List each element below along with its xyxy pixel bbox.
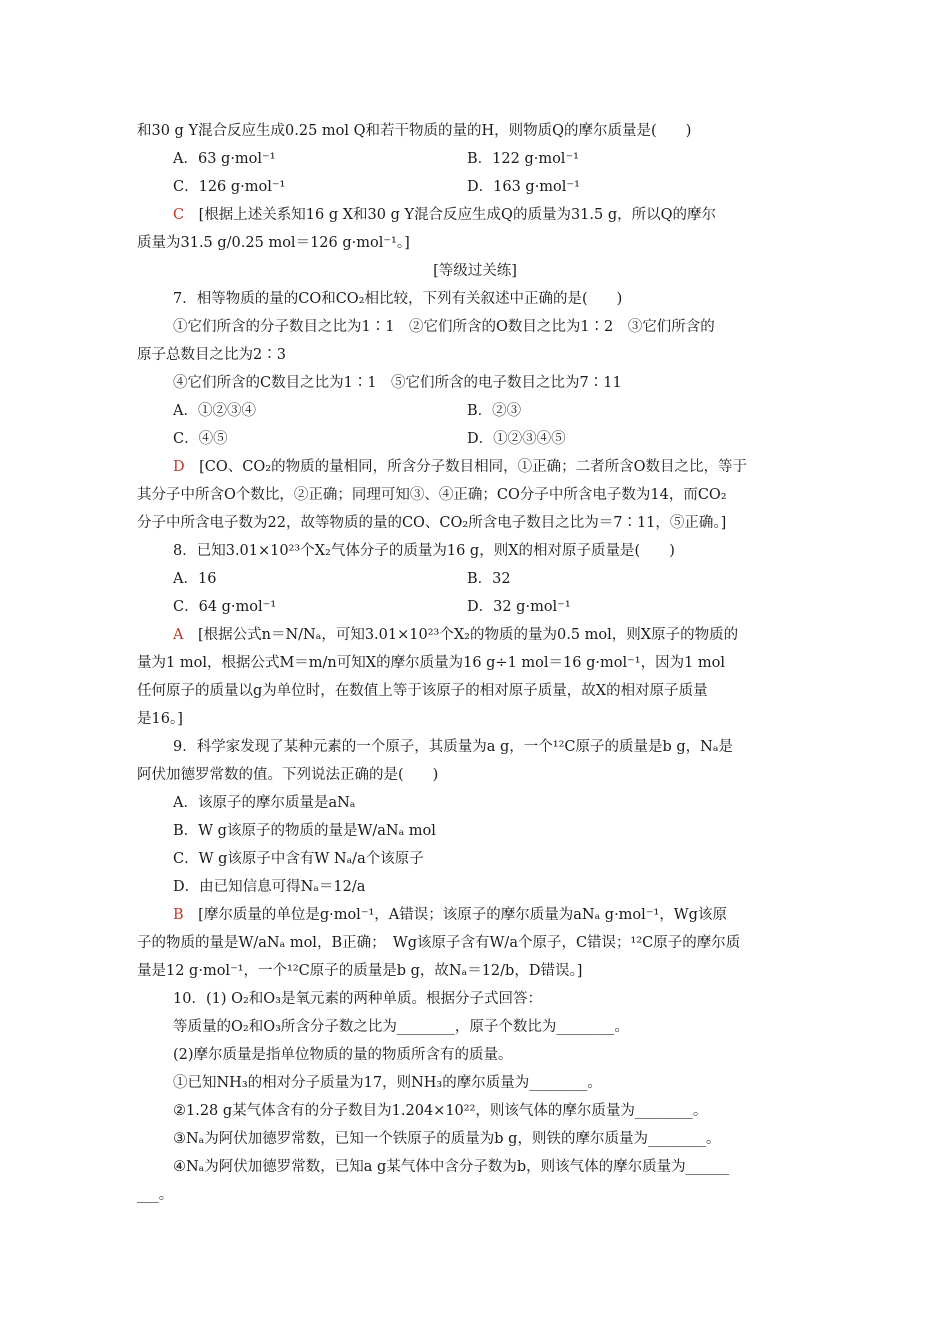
q8-option-b: B．32 xyxy=(467,571,511,587)
q10-line-5: ②1.28 g某气体含有的分子数目为1.204×10²²，则该气体的摩尔质量为________。 xyxy=(173,1103,708,1119)
q8-explanation-1: A [根据公式n＝N/Nₐ，可知3.01×10²³个X₂的物质的量为0.5 mol，则X原子的物质的 xyxy=(173,627,739,643)
q8-option-c: C．64 g·mol⁻¹ xyxy=(173,599,277,615)
q8-stem: 8．已知3.01×10²³个X₂气体分子的质量为16 g，则X的相对原子质量是( ) xyxy=(173,543,675,559)
q9-stem-2: 阿伏加德罗常数的值。下列说法正确的是( ) xyxy=(137,767,439,783)
q8-explanation-2: 量为1 mol，根据公式M＝m/n可知X的摩尔质量为16 g÷1 mol＝16 g·mol⁻¹，因为1 mol xyxy=(137,655,726,671)
q10-line-8: ___。 xyxy=(137,1187,174,1203)
q10-line-4: ①已知NH₃的相对分子质量为17，则NH₃的摩尔质量为________。 xyxy=(173,1075,602,1091)
q9-explanation-2: 子的物质的量是W/aNₐ mol，B正确； Wg该原子含有W/a个原子，C错误；¹²C原子的摩尔质 xyxy=(137,935,741,951)
q10-line-1: 10．(1) O₂和O₃是氧元素的两种单质。根据分子式回答： xyxy=(173,991,542,1007)
q7-explanation-2: 其分子中所含O个数比，②正确；同理可知③、④正确；CO分子中所含电子数为14，而CO₂ xyxy=(137,487,727,503)
q7-answer: D xyxy=(173,459,185,475)
q8-explanation-4: 是16。] xyxy=(137,711,183,727)
q9-option-d: D．由已知信息可得Nₐ＝12/a xyxy=(173,879,366,895)
q7-option-c: C．④⑤ xyxy=(173,431,228,447)
q6-explanation-1: C [根据上述关系知16 g X和30 g Y混合反应生成Q的质量为31.5 g，所以Q的摩尔 xyxy=(173,207,717,223)
q7-statement-2: 原子总数目之比为2∶3 xyxy=(137,347,286,363)
q7-option-a: A．①②③④ xyxy=(173,403,256,419)
q7-explanation-3: 分子中所含电子数为22，故等物质的量的CO、CO₂所含电子数目之比为＝7∶11，⑤正确。] xyxy=(137,515,727,531)
q6-option-c: C．126 g·mol⁻¹ xyxy=(173,179,286,195)
q6-option-d: D．163 g·mol⁻¹ xyxy=(467,179,580,195)
q9-explanation-3: 量是12 g·mol⁻¹，一个¹²C原子的质量是b g，故Nₐ＝12/b，D错误。] xyxy=(137,963,583,979)
q8-option-d: D．32 g·mol⁻¹ xyxy=(467,599,571,615)
q10-line-7: ④Nₐ为阿伏加德罗常数，已知a g某气体中含分子数为b，则该气体的摩尔质量为______ xyxy=(173,1159,730,1175)
q8-explanation-3: 任何原子的质量以g为单位时，在数值上等于该原子的相对原子质量，故X的相对原子质量 xyxy=(137,683,708,699)
q9-stem-1: 9．科学家发现了某种元素的一个原子，其质量为a g，一个¹²C原子的质量是b g，Nₐ是 xyxy=(173,739,733,755)
q7-stem: 7．相等物质的量的CO和CO₂相比较，下列有关叙述中正确的是( ) xyxy=(173,291,623,307)
q6-answer: C xyxy=(173,207,185,223)
q10-line-2: 等质量的O₂和O₃所含分子数之比为________，原子个数比为________。 xyxy=(173,1019,629,1035)
q9-option-c: C．W g该原子中含有W Nₐ/a个该原子 xyxy=(173,851,424,867)
q9-option-a: A．该原子的摩尔质量是aNₐ xyxy=(173,795,356,811)
q8-answer: A xyxy=(173,627,184,643)
q7-option-b: B．②③ xyxy=(467,403,522,419)
q9-option-b: B．W g该原子的物质的量是W/aNₐ mol xyxy=(173,823,436,839)
q10-line-6: ③Nₐ为阿伏加德罗常数，已知一个铁原子的质量为b g，则铁的摩尔质量为________。 xyxy=(173,1131,721,1147)
q7-statement-1: ①它们所含的分子数目之比为1∶1 ②它们所含的O数目之比为1∶2 ③它们所含的 xyxy=(173,319,715,335)
q6-stem: 和30 g Y混合反应生成0.25 mol Q和若干物质的量的H，则物质Q的摩尔质量是( ) xyxy=(137,123,692,139)
q6-option-b: B．122 g·mol⁻¹ xyxy=(467,151,579,167)
q9-explanation-1: B [摩尔质量的单位是g·mol⁻¹，A错误；该原子的摩尔质量为aNₐ g·mol⁻¹，Wg该原 xyxy=(173,907,727,923)
section-title: [等级过关练] xyxy=(433,263,517,279)
q7-explanation-1: D [CO、CO₂的物质的量相同，所含分子数目相同，①正确；二者所含O数目之比，等于 xyxy=(173,459,747,475)
q7-option-d: D．①②③④⑤ xyxy=(467,431,566,447)
q8-option-a: A．16 xyxy=(173,571,217,587)
q7-statement-3: ④它们所含的C数目之比为1∶1 ⑤它们所含的电子数目之比为7∶11 xyxy=(173,375,622,391)
q6-explanation-2: 质量为31.5 g/0.25 mol＝126 g·mol⁻¹。] xyxy=(137,235,410,251)
q9-answer: B xyxy=(173,907,184,923)
q6-option-a: A．63 g·mol⁻¹ xyxy=(173,151,276,167)
q10-line-3: (2)摩尔质量是指单位物质的量的物质所含有的质量。 xyxy=(173,1047,513,1063)
